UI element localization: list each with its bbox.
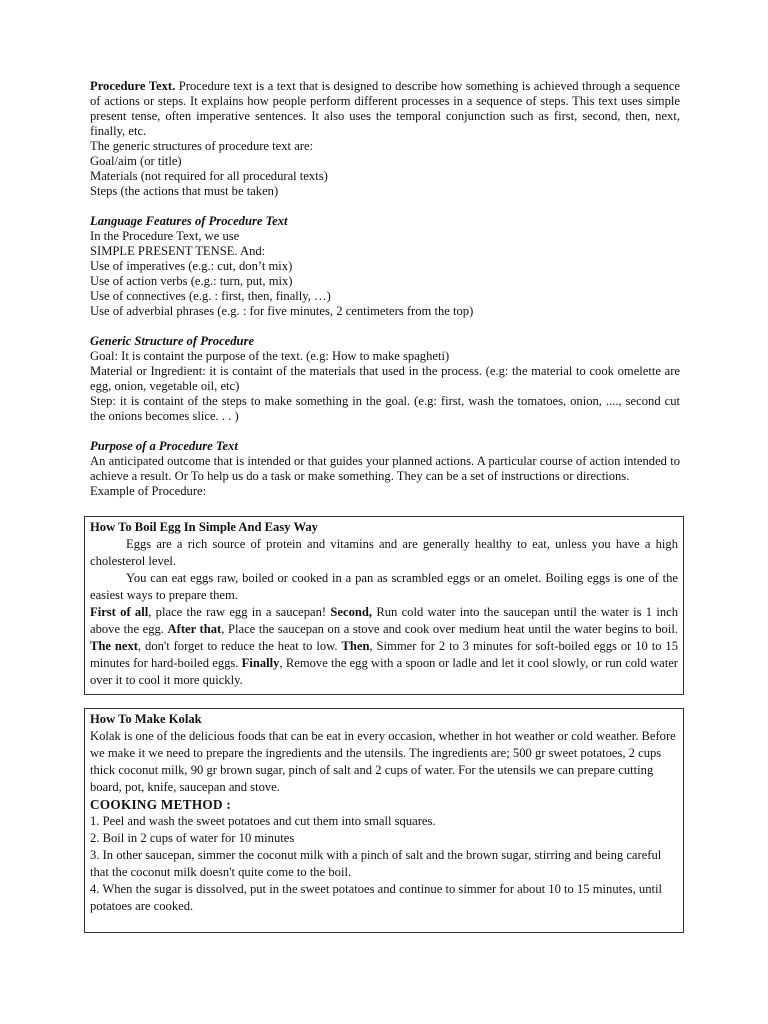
step-text: , don't forget to reduce the heat to low. [137, 639, 342, 653]
step-text: , Simmer for 2 to 3 minutes for soft-boiled eggs or 10 to 15 minutes for hard-boiled eggs. [90, 639, 678, 670]
cooking-step: 4. When the sugar is dissolved, put in the sweet potatoes and continue to simmer for about 10 to 15 minutes, until potatoes are cooked. [90, 882, 662, 913]
purpose-text: An anticipated outcome that is intended or that guides your planned actions. A particular course of action intended to achieve a result. Or To help us do a task or make something. They can be a set of instructions or directions. [90, 454, 680, 483]
kolak-procedure-box [84, 708, 684, 933]
egg-paragraph: You can eat eggs raw, boiled or cooked in a pan as scrambled eggs or an omelet. Boiling eggs is one of the easiest ways to prepare them. [90, 571, 678, 602]
language-feature-line: Use of imperatives (e.g.: cut, don’t mix) [90, 259, 293, 273]
kolak-intro: Kolak is one of the delicious foods that can be eat in every occasion, whether in hot weather or cold weather. Before we make it we need to prepare the ingredients and the utensils. The ingredients are; 500 gr sweet potatoes, 2 cups thick coconut milk, 90 gr brown sugar, pinch of salt and 2 cups of water. For the utensils we can prepare cutting board, pot, knife, saucepan and stove. [90, 729, 676, 794]
egg-paragraph: Eggs are a rich source of protein and vitamins and are generally healthy to eat, unless you have a high cholesterol level. [90, 537, 678, 568]
step-connective: Second, [330, 605, 373, 619]
step-connective: The next [90, 639, 138, 653]
language-feature-line: In the Procedure Text, we use [90, 229, 240, 243]
example-label: Example of Procedure: [90, 484, 207, 498]
step-connective: First of all [90, 605, 149, 619]
kolak-procedure-title: How To Make Kolak [90, 712, 202, 726]
structures-heading: The generic structures of procedure text are: [90, 139, 314, 153]
document-body [90, 79, 680, 499]
generic-structure-step: Step: it is containt of the steps to make something in the goal. (e.g: first, wash the tomatoes, onion, ...., second cut the onions becomes slice. . . ) [90, 394, 680, 423]
cooking-method-title: COOKING METHOD : [90, 797, 232, 812]
spacer [90, 319, 680, 334]
structure-item: Materials (not required for all procedural texts) [90, 169, 328, 183]
structure-item: Goal/aim (or title) [90, 154, 182, 168]
spacer [90, 199, 680, 214]
step-connective: Then [341, 639, 370, 653]
generic-structure-goal: Goal: It is containt the purpose of the text. (e.g: How to make spagheti) [90, 349, 450, 363]
step-text: Run cold water into the saucepan until the water is 1 inch above the egg. [90, 605, 679, 636]
step-text: , Place the saucepan on a stove and cook over medium heat until the water begins to boil. [221, 622, 678, 636]
intro-text: Procedure text is a text that is designed to describe how something is achieved through a sequence of actions or steps. It explains how people perform different processes in a sequence of steps. This text uses simple present tense, often imperative sentences. It also uses the temporal conjunction such as first, second, then, next, finally, etc. [90, 79, 680, 138]
structure-item: Steps (the actions that must be taken) [90, 184, 279, 198]
step-connective: Finally [241, 656, 280, 670]
step-connective: After that [167, 622, 222, 636]
egg-procedure-box [84, 516, 684, 695]
purpose-heading: Purpose of a Procedure Text [90, 439, 238, 453]
egg-procedure-title: How To Boil Egg In Simple And Easy Way [90, 520, 318, 534]
generic-structure-material: Material or Ingredient: it is containt of the materials that used in the process. (e.g: the material to cook omelette are egg, onion, vegetable oil, etc) [90, 364, 680, 393]
language-feature-line: Use of action verbs (e.g.: turn, put, mix) [90, 274, 293, 288]
language-feature-line: Use of adverbial phrases (e.g. : for five minutes, 2 centimeters from the top) [90, 304, 474, 318]
language-feature-line: SIMPLE PRESENT TENSE. And: [90, 244, 266, 258]
spacer [90, 424, 680, 439]
step-text: , Remove the egg with a spoon or ladle and let it cool slowly, or run cold water over it to cool it more quickly. [90, 656, 678, 687]
language-feature-line: Use of connectives (e.g. : first, then, finally, …) [90, 289, 331, 303]
intro-term: Procedure Text. [90, 79, 176, 93]
cooking-step: 2. Boil in 2 cups of water for 10 minutes [90, 831, 295, 845]
step-text: , place the raw egg in a saucepan! [148, 605, 331, 619]
language-features-heading: Language Features of Procedure Text [90, 214, 288, 228]
generic-structure-heading: Generic Structure of Procedure [90, 334, 255, 348]
cooking-step: 1. Peel and wash the sweet potatoes and cut them into small squares. [90, 814, 436, 828]
intro-paragraph [90, 79, 680, 139]
egg-steps-paragraph [90, 604, 678, 689]
cooking-step: 3. In other saucepan, simmer the coconut milk with a pinch of salt and the brown sugar, stirring and being careful that the coconut milk doesn't quite come to the boil. [90, 848, 662, 879]
